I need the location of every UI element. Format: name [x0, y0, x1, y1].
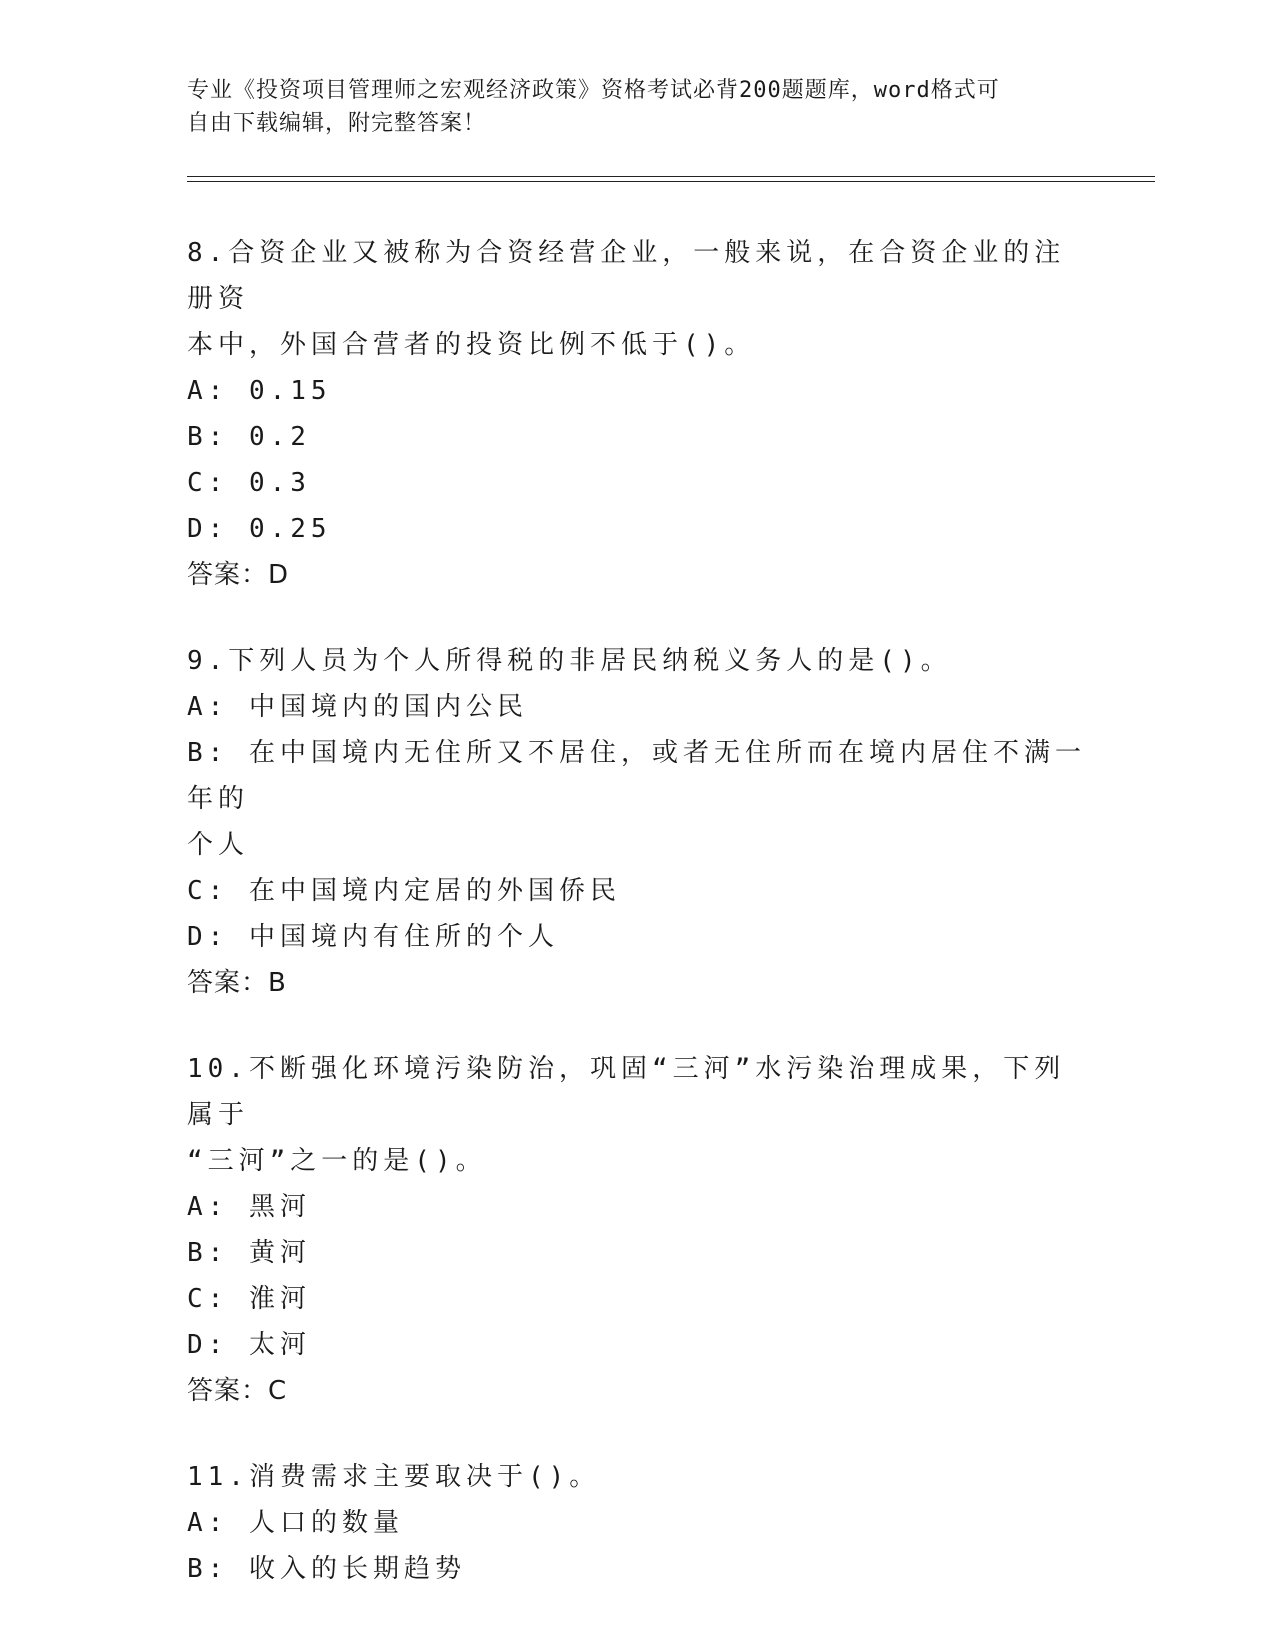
question-stem-line: 10.不断强化环境污染防治，巩固“三河”水污染治理成果，下列属于: [187, 1054, 1066, 1130]
option-b: B: 0.2: [187, 422, 311, 452]
question-stem-line: 9.下列人员为个人所得税的非居民纳税义务人的是()。: [187, 646, 952, 676]
option-a: A: 人口的数量: [187, 1508, 404, 1538]
option-a: A: 0.15: [187, 376, 332, 406]
option-b: B: 黄河: [187, 1238, 311, 1268]
question-8: [187, 230, 1087, 598]
option-b: B: 收入的长期趋势: [187, 1554, 466, 1584]
option-d: D: 太河: [187, 1330, 311, 1360]
option-c: C: 0.3: [187, 468, 311, 498]
option-b: B: 在中国境内无住所又不居住，或者无住所而在境内居住不满一年的: [187, 738, 1086, 814]
answer: 答案：D: [187, 560, 290, 590]
option-c: C: 淮河: [187, 1284, 311, 1314]
header-line-2: 自由下载编辑，附完整答案！: [187, 111, 487, 136]
question-11: [187, 1454, 1087, 1592]
answer: 答案：C: [187, 1376, 288, 1406]
option-c: C: 在中国境内定居的外国侨民: [187, 876, 621, 906]
question-list: [187, 230, 1087, 1632]
option-a: A: 黑河: [187, 1192, 311, 1222]
question-stem-line: “三河”之一的是()。: [187, 1146, 487, 1176]
header-rule-top: [187, 176, 1155, 177]
option-b-continued: 个人: [187, 830, 250, 860]
option-d: D: 0.25: [187, 514, 332, 544]
option-a: A: 中国境内的国内公民: [187, 692, 528, 722]
answer: 答案：B: [187, 968, 287, 998]
header-line-1: 专业《投资项目管理师之宏观经济政策》资格考试必背200题题库，word格式可: [187, 78, 1000, 103]
question-stem-line: 11.消费需求主要取决于()。: [187, 1462, 601, 1492]
document-header: [187, 74, 1087, 140]
question-stem-line: 本中，外国合营者的投资比例不低于()。: [187, 330, 756, 360]
question-9: [187, 638, 1087, 1006]
option-d: D: 中国境内有住所的个人: [187, 922, 559, 952]
question-stem-line: 8.合资企业又被称为合资经营企业，一般来说，在合资企业的注册资: [187, 238, 1066, 314]
question-10: [187, 1046, 1087, 1414]
header-rule-bottom: [187, 181, 1155, 182]
